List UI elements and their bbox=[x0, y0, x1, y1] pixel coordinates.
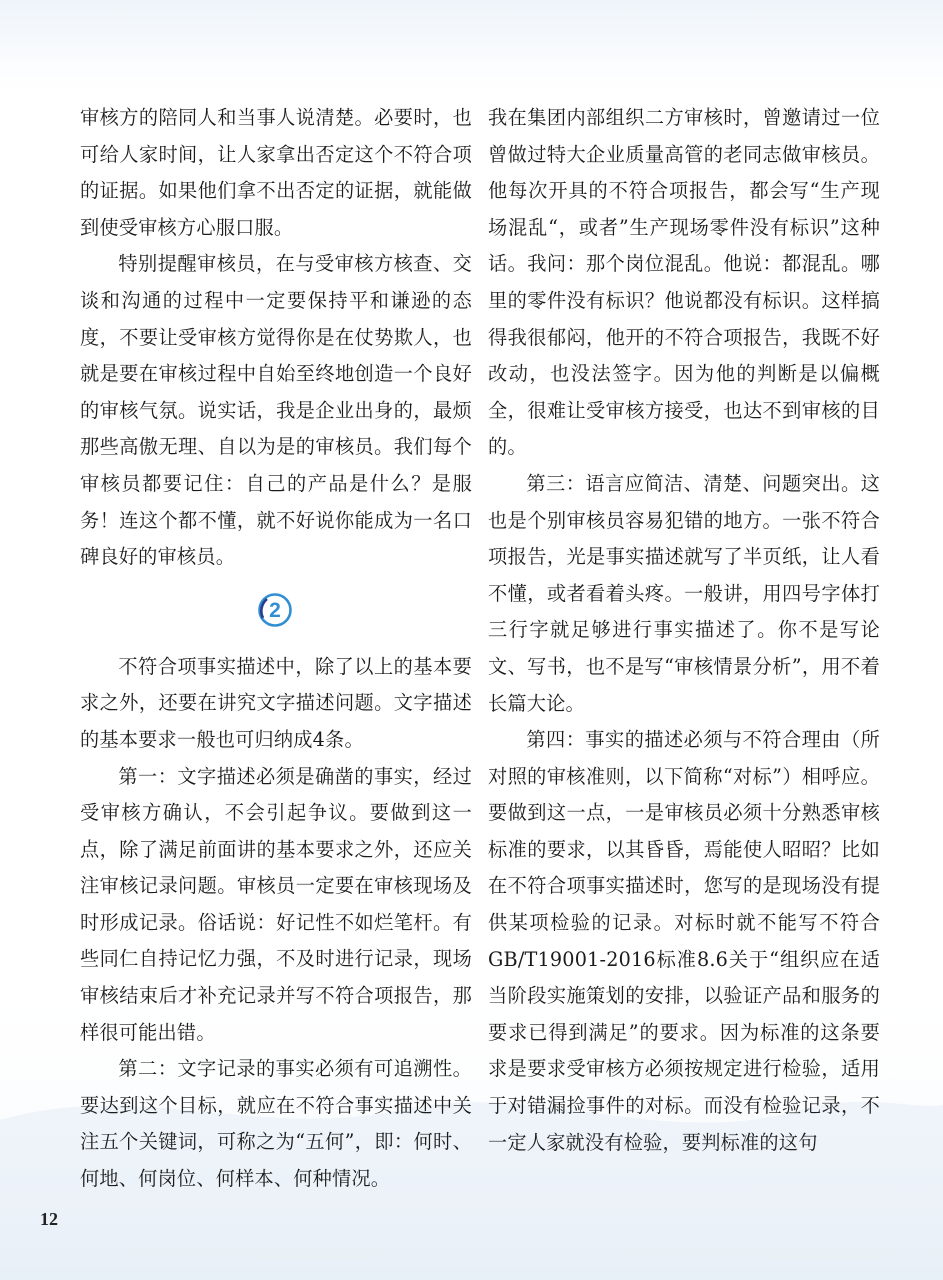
page-number: 12 bbox=[40, 1209, 58, 1229]
body-paragraph: 第一：文字描述必须是确凿的事实，经过受审核方确认，不会引起争议。要做到这一点，除了满足前面讲的基本要求之外，还应关注审核记录问题。审核员一定要在审核现场及时形成记录。俗话说：好记性不如烂笔杆。有些同仁自持记忆力强，不及时进行记录，现场审核结束后才补充记录并写不符合项报告，那样很可能出错。 bbox=[80, 764, 472, 1044]
body-paragraph: 审核方的陪同人和当事人说清楚。必要时，也可给人家时间，让人家拿出否定这个不符合项的证据。如果他们拿不出否定的证据，就能做到使受审核方心服口服。 bbox=[80, 106, 472, 239]
section-marker bbox=[80, 576, 472, 649]
right-column bbox=[488, 100, 880, 1161]
body-paragraph: 特别提醒审核员，在与受审核方核查、交谈和沟通的过程中一定要保持平和谦逊的态度，不要让受审核方觉得你是在仗势欺人，也就是要在审核过程中自始至终地创造一个良好的审核气氛。说实话，我是企业出身的，最烦那些高傲无理、自以为是的审核员。我们每个审核员都要记住：自己的产品是什么？是服务！连这个都不懂，就不好说你能成为一名口碑良好的审核员。 bbox=[80, 252, 472, 569]
section-number: 2 bbox=[269, 598, 281, 622]
section-number-badge bbox=[257, 592, 293, 628]
left-column bbox=[80, 100, 472, 1198]
body-paragraph: 第四：事实的描述必须与不符合理由（所对照的审核准则，以下简称“对标”）相呼应。要做到这一点，一是审核员必须十分熟悉审核标准的要求，以其昏昏，焉能使人昭昭？比如在不符合项事实描述时，您写的是现场没有提供某项检验的记录。对标时就不能写不符合GB/T19001-2016标准8.6关于“组织应在适当阶段实施策划的安排，以验证产品和服务的要求已得到满足”的要求。因为标准的这条要求是要求受审核方必须按规定进行检验，适用于对错漏捡事件的对标。而没有检验记录，不一定人家就没有检验，要判标准的这句 bbox=[488, 728, 880, 1154]
body-paragraph: 不符合项事实描述中，除了以上的基本要求之外，还要在讲究文字描述问题。文字描述的基本要求一般也可归纳成4条。 bbox=[80, 654, 472, 751]
body-paragraph: 第三：语言应简洁、清楚、问题突出。这也是个别审核员容易犯错的地方。一张不符合项报告，光是事实描述就写了半页纸，让人看不懂，或者看着头疼。一般讲，用四号字体打三行字就足够进行事实描述了。你不是写论文、写书，也不是写“审核情景分析”，用不着长篇大论。 bbox=[488, 471, 880, 715]
body-paragraph: 我在集团内部组织二方审核时，曾邀请过一位曾做过特大企业质量高管的老同志做审核员。他每次开具的不符合项报告，都会写“生产现场混乱“，或者”生产现场零件没有标识”这种话。我问：那个岗位混乱。他说：都混乱。哪里的零件没有标识？他说都没有标识。这样搞得我很郁闷，他开的不符合项报告，我既不好改动，也没法签字。因为他的判断是以偏概全，很难让受审核方接受，也达不到审核的目的。 bbox=[488, 106, 880, 459]
body-paragraph: 第二：文字记录的事实必须有可追溯性。要达到这个目标，就应在不符合事实描述中关注五个关键词，可称之为“五何”，即：何时、何地、何岗位、何样本、何种情况。 bbox=[80, 1057, 472, 1191]
